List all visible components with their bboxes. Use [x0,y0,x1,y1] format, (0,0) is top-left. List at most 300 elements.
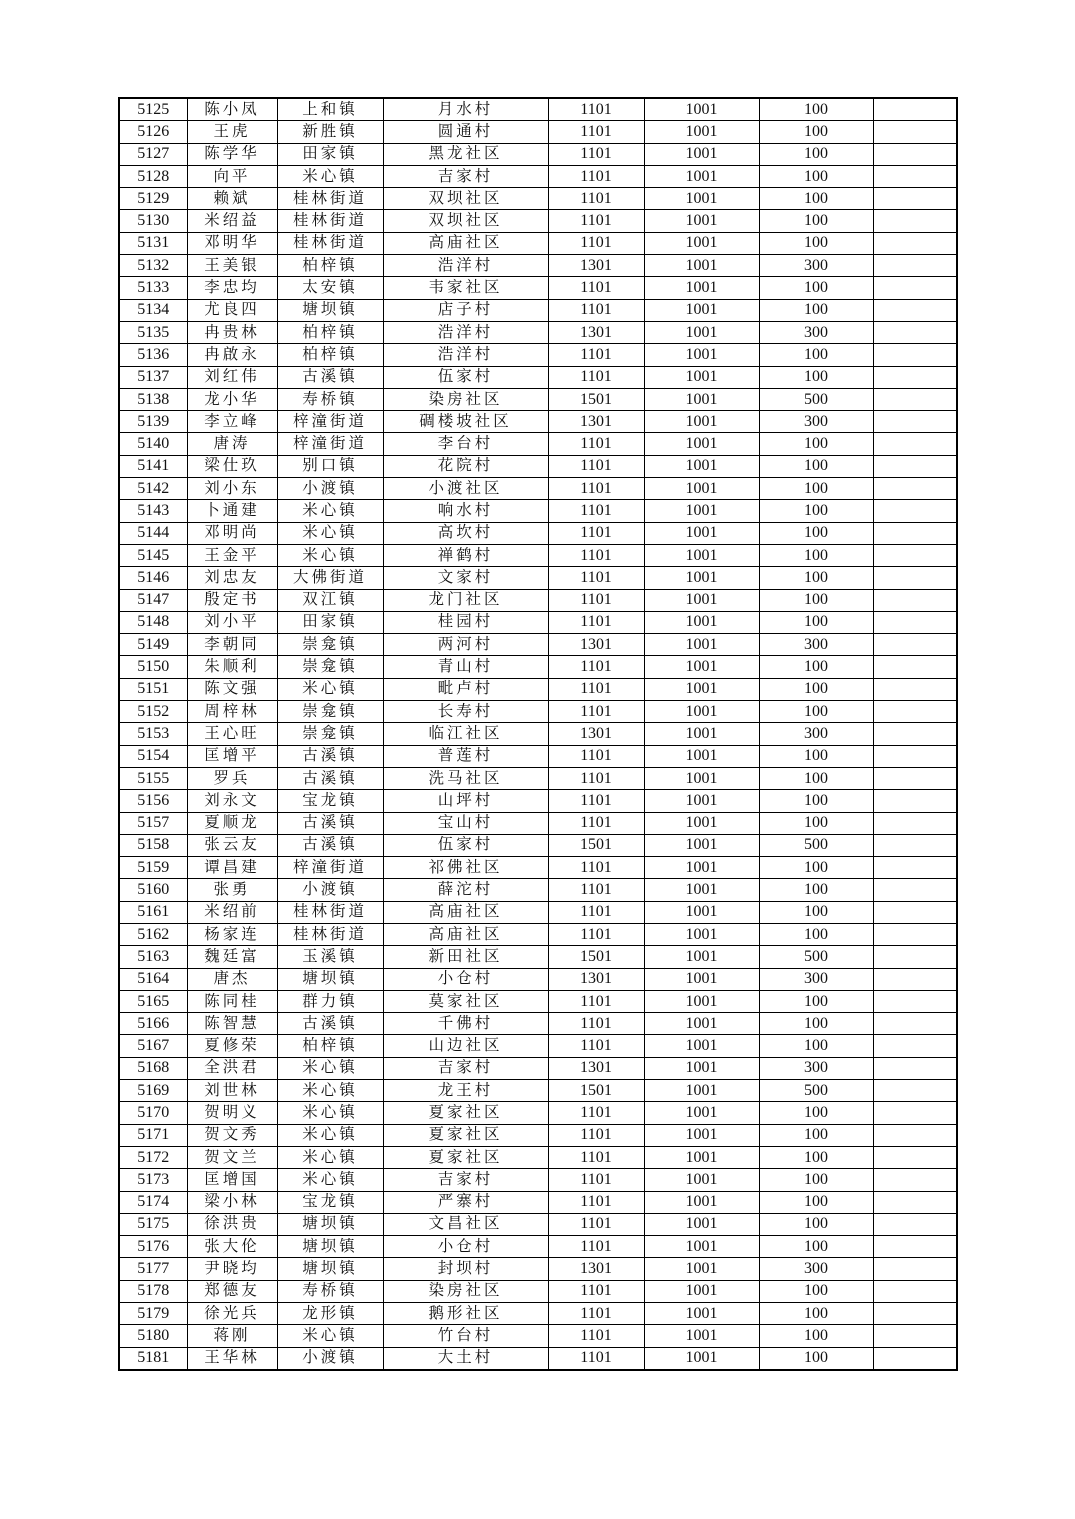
row-number-cell: 5171 [119,1124,187,1146]
row-number-cell: 5166 [119,1013,187,1035]
name-cell: 周梓林 [187,701,277,723]
code-b-cell: 1001 [644,544,759,566]
code-a-cell: 1301 [548,634,644,656]
code-b-cell: 1001 [644,678,759,700]
village-cell: 高庙社区 [383,901,548,923]
row-number-cell: 5162 [119,923,187,945]
code-a-cell: 1101 [548,745,644,767]
row-number-cell: 5147 [119,589,187,611]
village-cell: 宝山村 [383,812,548,834]
row-number-cell: 5145 [119,544,187,566]
village-cell: 洗马社区 [383,767,548,789]
name-cell: 罗兵 [187,767,277,789]
row-number-cell: 5173 [119,1169,187,1191]
code-b-cell: 1001 [644,1191,759,1213]
code-a-cell: 1101 [548,1124,644,1146]
town-cell: 桂林街道 [277,923,383,945]
name-cell: 贺明义 [187,1102,277,1124]
town-cell: 米心镇 [277,1169,383,1191]
name-cell: 殷定书 [187,589,277,611]
table-row [119,678,957,700]
amount-cell: 100 [759,1124,873,1146]
town-cell: 古溪镇 [277,745,383,767]
name-cell: 王华林 [187,1347,277,1370]
table-row [119,1347,957,1370]
amount-cell: 100 [759,678,873,700]
village-cell: 鹅形社区 [383,1303,548,1325]
row-number-cell: 5139 [119,411,187,433]
code-b-cell: 1001 [644,1236,759,1258]
village-cell: 严寨村 [383,1191,548,1213]
note-cell [873,188,957,210]
amount-cell: 500 [759,1080,873,1102]
code-b-cell: 1001 [644,210,759,232]
note-cell [873,388,957,410]
amount-cell: 100 [759,277,873,299]
table-row [119,255,957,277]
village-cell: 店子村 [383,299,548,321]
row-number-cell: 5140 [119,433,187,455]
table-row [119,723,957,745]
note-cell [873,255,957,277]
village-cell: 禅鹤村 [383,544,548,566]
town-cell: 塘坝镇 [277,968,383,990]
name-cell: 刘永文 [187,790,277,812]
name-cell: 刘小平 [187,611,277,633]
village-cell: 毗卢村 [383,678,548,700]
code-a-cell: 1101 [548,589,644,611]
code-b-cell: 1001 [644,366,759,388]
amount-cell: 300 [759,723,873,745]
note-cell [873,1080,957,1102]
code-a-cell: 1101 [548,121,644,143]
row-number-cell: 5134 [119,299,187,321]
row-number-cell: 5126 [119,121,187,143]
name-cell: 卜通建 [187,500,277,522]
note-cell [873,277,957,299]
village-cell: 薛沱村 [383,879,548,901]
table-row [119,500,957,522]
amount-cell: 100 [759,879,873,901]
code-b-cell: 1001 [644,611,759,633]
village-cell: 伍家村 [383,834,548,856]
amount-cell: 100 [759,478,873,500]
town-cell: 古溪镇 [277,812,383,834]
row-number-cell: 5133 [119,277,187,299]
name-cell: 张大伦 [187,1236,277,1258]
town-cell: 柏梓镇 [277,344,383,366]
note-cell [873,411,957,433]
table-row [119,1258,957,1280]
town-cell: 塘坝镇 [277,299,383,321]
code-a-cell: 1101 [548,678,644,700]
code-b-cell: 1001 [644,165,759,187]
town-cell: 桂林街道 [277,232,383,254]
note-cell [873,321,957,343]
town-cell: 崇龛镇 [277,723,383,745]
town-cell: 崇龛镇 [277,656,383,678]
village-cell: 山坪村 [383,790,548,812]
amount-cell: 100 [759,990,873,1012]
amount-cell: 500 [759,946,873,968]
code-a-cell: 1101 [548,210,644,232]
row-number-cell: 5135 [119,321,187,343]
row-number-cell: 5146 [119,567,187,589]
note-cell [873,121,957,143]
row-number-cell: 5167 [119,1035,187,1057]
table-row [119,946,957,968]
village-cell: 竹台村 [383,1325,548,1347]
name-cell: 夏修荣 [187,1035,277,1057]
table-row [119,210,957,232]
amount-cell: 100 [759,433,873,455]
code-a-cell: 1301 [548,255,644,277]
amount-cell: 100 [759,1213,873,1235]
amount-cell: 100 [759,589,873,611]
table-row [119,567,957,589]
row-number-cell: 5175 [119,1213,187,1235]
village-cell: 文家村 [383,567,548,589]
note-cell [873,589,957,611]
village-cell: 高庙社区 [383,923,548,945]
code-b-cell: 1001 [644,1258,759,1280]
row-number-cell: 5177 [119,1258,187,1280]
name-cell: 杨家连 [187,923,277,945]
name-cell: 徐光兵 [187,1303,277,1325]
note-cell [873,1146,957,1168]
code-a-cell: 1101 [548,1236,644,1258]
amount-cell: 100 [759,701,873,723]
code-b-cell: 1001 [644,857,759,879]
code-a-cell: 1501 [548,834,644,856]
amount-cell: 100 [759,500,873,522]
amount-cell: 100 [759,1191,873,1213]
village-cell: 祁佛社区 [383,857,548,879]
amount-cell: 100 [759,522,873,544]
village-cell: 响水村 [383,500,548,522]
town-cell: 宝龙镇 [277,790,383,812]
code-b-cell: 1001 [644,767,759,789]
note-cell [873,567,957,589]
name-cell: 邓明华 [187,232,277,254]
note-cell [873,1258,957,1280]
town-cell: 田家镇 [277,611,383,633]
code-a-cell: 1101 [548,767,644,789]
amount-cell: 100 [759,790,873,812]
note-cell [873,433,957,455]
code-a-cell: 1101 [548,188,644,210]
name-cell: 陈学华 [187,143,277,165]
village-cell: 吉家村 [383,1057,548,1079]
name-cell: 蒋刚 [187,1325,277,1347]
village-cell: 月水村 [383,98,548,121]
code-b-cell: 1001 [644,522,759,544]
village-cell: 青山村 [383,656,548,678]
row-number-cell: 5158 [119,834,187,856]
amount-cell: 100 [759,98,873,121]
name-cell: 匡增国 [187,1169,277,1191]
amount-cell: 100 [759,857,873,879]
name-cell: 陈同桂 [187,990,277,1012]
name-cell: 龙小华 [187,388,277,410]
name-cell: 刘小东 [187,478,277,500]
table-row [119,901,957,923]
town-cell: 桂林街道 [277,210,383,232]
note-cell [873,812,957,834]
town-cell: 群力镇 [277,990,383,1012]
code-b-cell: 1001 [644,121,759,143]
code-b-cell: 1001 [644,1169,759,1191]
amount-cell: 100 [759,143,873,165]
code-b-cell: 1001 [644,790,759,812]
code-a-cell: 1101 [548,1325,644,1347]
name-cell: 米绍前 [187,901,277,923]
note-cell [873,946,957,968]
row-number-cell: 5132 [119,255,187,277]
code-a-cell: 1101 [548,1169,644,1191]
town-cell: 田家镇 [277,143,383,165]
name-cell: 刘忠友 [187,567,277,589]
code-b-cell: 1001 [644,1347,759,1370]
table-row [119,1325,957,1347]
amount-cell: 100 [759,923,873,945]
village-cell: 山边社区 [383,1035,548,1057]
name-cell: 冉啟永 [187,344,277,366]
town-cell: 塘坝镇 [277,1258,383,1280]
village-cell: 花院村 [383,455,548,477]
note-cell [873,1124,957,1146]
table-row [119,388,957,410]
town-cell: 上和镇 [277,98,383,121]
village-cell: 伍家村 [383,366,548,388]
name-cell: 贺文兰 [187,1146,277,1168]
table-row [119,1013,957,1035]
code-b-cell: 1001 [644,1325,759,1347]
row-number-cell: 5160 [119,879,187,901]
note-cell [873,678,957,700]
amount-cell: 100 [759,232,873,254]
table-row [119,299,957,321]
code-b-cell: 1001 [644,411,759,433]
code-a-cell: 1301 [548,411,644,433]
name-cell: 全洪君 [187,1057,277,1079]
code-b-cell: 1001 [644,143,759,165]
town-cell: 龙形镇 [277,1303,383,1325]
table-row [119,232,957,254]
code-a-cell: 1101 [548,277,644,299]
town-cell: 古溪镇 [277,767,383,789]
village-cell: 普莲村 [383,745,548,767]
row-number-cell: 5152 [119,701,187,723]
note-cell [873,767,957,789]
name-cell: 魏廷富 [187,946,277,968]
village-cell: 小仓村 [383,968,548,990]
table-row [119,656,957,678]
note-cell [873,210,957,232]
name-cell: 王心旺 [187,723,277,745]
amount-cell: 500 [759,834,873,856]
town-cell: 塘坝镇 [277,1213,383,1235]
amount-cell: 300 [759,255,873,277]
name-cell: 米绍益 [187,210,277,232]
table-row [119,968,957,990]
note-cell [873,165,957,187]
row-number-cell: 5136 [119,344,187,366]
amount-cell: 100 [759,1102,873,1124]
table-row [119,1169,957,1191]
row-number-cell: 5159 [119,857,187,879]
code-b-cell: 1001 [644,634,759,656]
code-a-cell: 1101 [548,1013,644,1035]
town-cell: 古溪镇 [277,834,383,856]
table-row [119,923,957,945]
amount-cell: 100 [759,165,873,187]
amount-cell: 100 [759,812,873,834]
code-a-cell: 1101 [548,701,644,723]
amount-cell: 300 [759,634,873,656]
name-cell: 冉贵林 [187,321,277,343]
note-cell [873,701,957,723]
amount-cell: 100 [759,1236,873,1258]
town-cell: 塘坝镇 [277,1236,383,1258]
amount-cell: 300 [759,321,873,343]
table-row [119,522,957,544]
table-row [119,121,957,143]
row-number-cell: 5179 [119,1303,187,1325]
name-cell: 梁仕玖 [187,455,277,477]
table-row [119,879,957,901]
code-b-cell: 1001 [644,968,759,990]
table-row [119,321,957,343]
town-cell: 米心镇 [277,165,383,187]
code-a-cell: 1101 [548,1102,644,1124]
table-row [119,1035,957,1057]
village-cell: 新田社区 [383,946,548,968]
table-row [119,411,957,433]
amount-cell: 100 [759,745,873,767]
village-cell: 染房社区 [383,1280,548,1302]
town-cell: 小渡镇 [277,1347,383,1370]
code-b-cell: 1001 [644,478,759,500]
amount-cell: 100 [759,188,873,210]
name-cell: 陈文强 [187,678,277,700]
town-cell: 米心镇 [277,1080,383,1102]
note-cell [873,1013,957,1035]
code-b-cell: 1001 [644,98,759,121]
note-cell [873,1102,957,1124]
code-b-cell: 1001 [644,812,759,834]
name-cell: 郑德友 [187,1280,277,1302]
code-b-cell: 1001 [644,745,759,767]
village-cell: 大土村 [383,1347,548,1370]
note-cell [873,968,957,990]
town-cell: 双江镇 [277,589,383,611]
amount-cell: 100 [759,544,873,566]
table-row [119,1146,957,1168]
table-row [119,366,957,388]
code-a-cell: 1101 [548,299,644,321]
village-cell: 浩洋村 [383,321,548,343]
name-cell: 王虎 [187,121,277,143]
village-cell: 临江社区 [383,723,548,745]
note-cell [873,634,957,656]
code-b-cell: 1001 [644,1035,759,1057]
code-b-cell: 1001 [644,1213,759,1235]
table-row [119,1303,957,1325]
code-a-cell: 1101 [548,98,644,121]
row-number-cell: 5127 [119,143,187,165]
code-b-cell: 1001 [644,1124,759,1146]
village-cell: 莫家社区 [383,990,548,1012]
town-cell: 寿桥镇 [277,388,383,410]
code-b-cell: 1001 [644,299,759,321]
row-number-cell: 5125 [119,98,187,121]
code-b-cell: 1001 [644,433,759,455]
note-cell [873,745,957,767]
code-a-cell: 1101 [548,923,644,945]
note-cell [873,923,957,945]
note-cell [873,1035,957,1057]
code-b-cell: 1001 [644,232,759,254]
amount-cell: 300 [759,411,873,433]
row-number-cell: 5137 [119,366,187,388]
code-b-cell: 1001 [644,500,759,522]
code-b-cell: 1001 [644,1303,759,1325]
town-cell: 米心镇 [277,522,383,544]
note-cell [873,366,957,388]
amount-cell: 100 [759,656,873,678]
code-a-cell: 1101 [548,1213,644,1235]
name-cell: 梁小林 [187,1191,277,1213]
note-cell [873,522,957,544]
row-number-cell: 5161 [119,901,187,923]
town-cell: 柏梓镇 [277,1035,383,1057]
note-cell [873,990,957,1012]
note-cell [873,611,957,633]
code-a-cell: 1501 [548,388,644,410]
note-cell [873,834,957,856]
village-cell: 黑龙社区 [383,143,548,165]
table-row [119,1213,957,1235]
amount-cell: 100 [759,611,873,633]
note-cell [873,1325,957,1347]
amount-cell: 300 [759,968,873,990]
row-number-cell: 5129 [119,188,187,210]
note-cell [873,344,957,366]
amount-cell: 100 [759,1347,873,1370]
town-cell: 古溪镇 [277,1013,383,1035]
row-number-cell: 5156 [119,790,187,812]
code-a-cell: 1101 [548,455,644,477]
amount-cell: 100 [759,1169,873,1191]
town-cell: 米心镇 [277,1325,383,1347]
code-b-cell: 1001 [644,589,759,611]
name-cell: 刘世林 [187,1080,277,1102]
name-cell: 李忠均 [187,277,277,299]
town-cell: 崇龛镇 [277,634,383,656]
code-a-cell: 1101 [548,1280,644,1302]
table-row [119,745,957,767]
village-cell: 染房社区 [383,388,548,410]
row-number-cell: 5163 [119,946,187,968]
name-cell: 向平 [187,165,277,187]
village-cell: 韦家社区 [383,277,548,299]
row-number-cell: 5138 [119,388,187,410]
village-cell: 小仓村 [383,1236,548,1258]
amount-cell: 100 [759,1280,873,1302]
table-row [119,990,957,1012]
code-a-cell: 1101 [548,879,644,901]
